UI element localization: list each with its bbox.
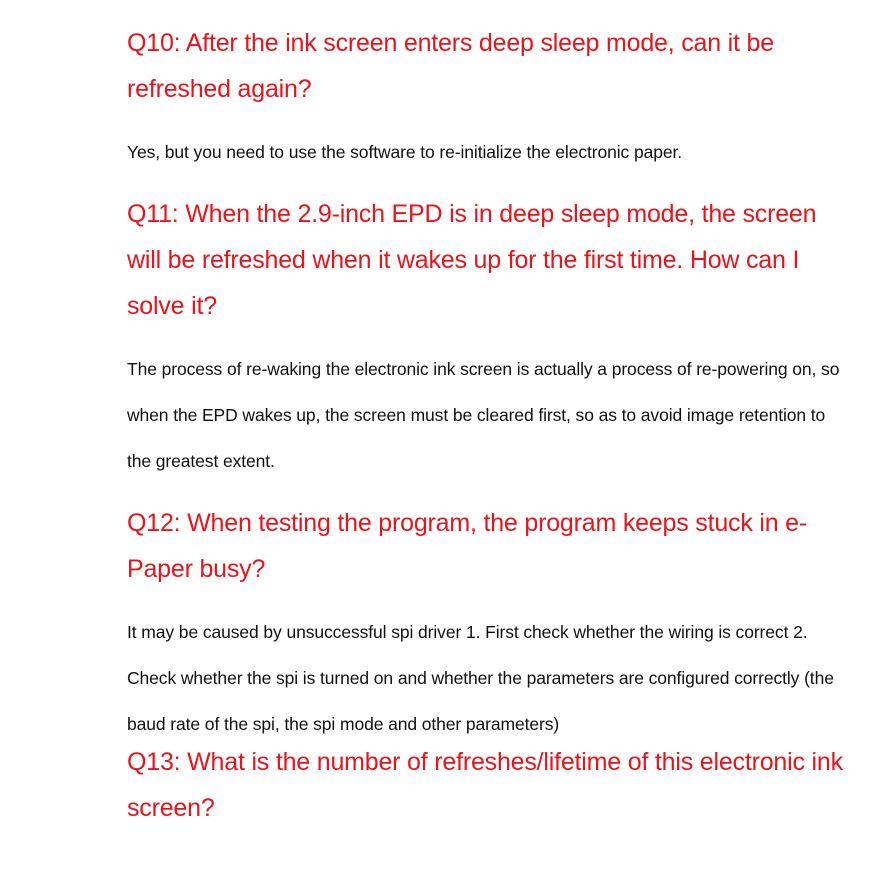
faq-answer-q12: It may be caused by unsuccessful spi driver 1. First check whether the wiring is correct 2. Check whether the spi is turned on and whether the parameters are configured correctly (the baud rate of the spi, the spi mode and other parameters) (127, 622, 834, 734)
faq-question-q10: Q10: After the ink screen enters deep sleep mode, can it be refreshed again? (127, 29, 774, 103)
faq-list (127, 20, 847, 831)
faq-question-q11: Q11: When the 2.9-inch EPD is in deep sleep mode, the screen will be refreshed when it wakes up for the first time. How can I solve it? (127, 200, 817, 320)
faq-question-q13: Q13: What is the number of refreshes/lifetime of this electronic ink screen? (127, 748, 843, 822)
faq-answer-q10: Yes, but you need to use the software to re-initialize the electronic paper. (127, 142, 683, 162)
faq-answer-q11: The process of re-waking the electronic ink screen is actually a process of re-powering on, so when the EPD wakes up, the screen must be cleared first, so as to avoid image retention to the greatest extent. (127, 359, 840, 471)
faq-question-q12: Q12: When testing the program, the program keeps stuck in e-Paper busy? (127, 509, 808, 583)
